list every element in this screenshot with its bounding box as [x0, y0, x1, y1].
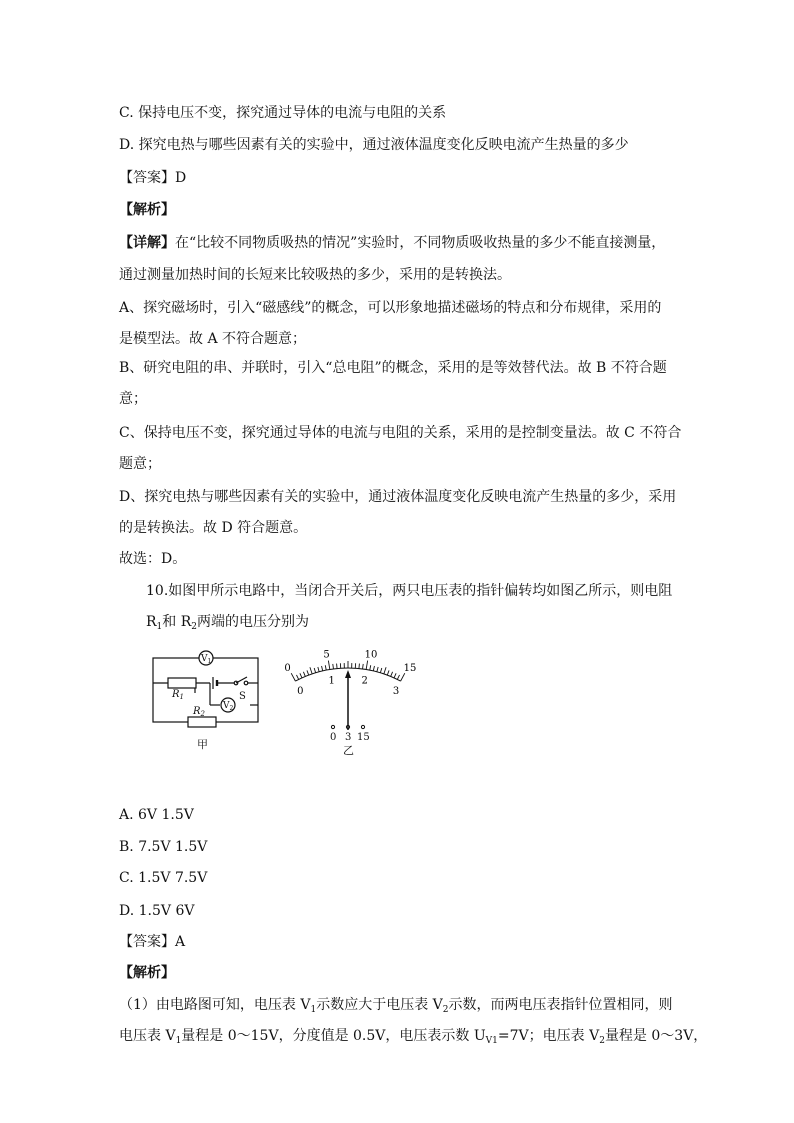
caption-jia: 甲 — [197, 738, 208, 751]
dial-tick — [377, 667, 378, 672]
dial-outer-label: 5 — [323, 650, 330, 661]
dial-outer-label: 15 — [403, 662, 417, 674]
text-line: 题意； — [119, 456, 161, 472]
explanation-line: 电压表 $V_1$量程是 0～15V，分度值是 0.5V，电压表示数 $U_{V1}=7V$；电压表 $V_2$量程是 0～3V， — [119, 1028, 708, 1046]
circuit-diagram — [153, 658, 258, 722]
text-line: 意； — [119, 391, 147, 407]
detail-tag: 【详解】 — [119, 235, 175, 251]
text-line: C、保持电压不变，探究通过导体的电流与电阻的关系，采用的是控制变量法。故 C 不符合 — [119, 425, 682, 441]
dial-tick — [366, 661, 367, 670]
dial-tick — [296, 675, 298, 679]
analysis-label: 【解析】 — [119, 965, 175, 981]
answer-label: 【答案】D — [119, 170, 187, 186]
dial-tick — [318, 667, 319, 672]
detail-text: 在“比较不同物质吸热的情况”实验时，不同物质吸收热量的多少不能直接测量， — [175, 235, 666, 251]
switch-icon — [234, 677, 248, 685]
text-line: D、探究电热与哪些因素有关的实验中，通过液体温度变化反映电流产生热量的多少，采用 — [119, 489, 677, 505]
dial-tick — [384, 667, 386, 674]
resistor-r1-icon — [168, 678, 196, 688]
resistor-r2-icon — [188, 717, 216, 727]
pointer-arrow-icon — [345, 670, 351, 678]
dial-inner-label: 0 — [297, 685, 304, 697]
meter-terminals — [330, 725, 370, 743]
dial-tick — [373, 666, 374, 671]
dial-tick — [391, 672, 393, 677]
dial-tick — [401, 673, 405, 681]
svg-text:R1: $R_1$ — [172, 689, 184, 701]
voltmeter-dial — [284, 650, 416, 697]
text-line — [119, 233, 665, 253]
dial-inner-label: 1 — [328, 675, 335, 687]
text-line: 是模型法。故 A 不符合题意； — [119, 331, 307, 347]
text-line: 故选：D。 — [119, 551, 187, 567]
svg-text:R2: $R_2$ — [193, 706, 205, 718]
dial-tick — [307, 670, 309, 675]
dial-tick — [394, 673, 396, 678]
dial-tick — [387, 670, 389, 675]
svg-text:V2: $V_2$ — [223, 701, 234, 712]
question-10-cont: $R_1$和 $R_2$两端的电压分别为 — [146, 614, 310, 632]
question-figure — [150, 650, 430, 755]
dial-tick — [303, 672, 305, 677]
switch-label: S — [239, 691, 246, 702]
battery-icon — [213, 677, 217, 689]
dial-tick — [300, 673, 302, 678]
option-b: B. 7.5V 1.5V — [119, 839, 208, 855]
option-d: D. 1.5V 6V — [119, 903, 195, 919]
svg-text:V1: $V_1$ — [201, 654, 212, 665]
dial-tick — [370, 665, 371, 670]
dial-inner-label: 3 — [392, 685, 400, 697]
dial-tick — [333, 664, 334, 669]
text-line: 的是转换法。故 D 符合题意。 — [119, 520, 308, 536]
dial-outer-label: 0 — [284, 662, 291, 674]
dial-tick — [380, 668, 381, 673]
option-a: A. 6V 1.5V — [119, 807, 194, 823]
explanation-line: （1）由电路图可知，电压表 $V_1$示数应大于电压表 $V_2$示数，而两电压表指针位置相同，则 — [119, 997, 673, 1015]
caption-yi: 乙 — [343, 744, 354, 755]
text-line: D. 探究电热与哪些因素有关的实验中，通过液体温度变化反映电流产生热量的多少 — [119, 137, 629, 153]
dial-tick — [310, 667, 312, 674]
analysis-label: 【解析】 — [119, 202, 175, 218]
dial-outer-label: 10 — [364, 650, 378, 661]
dial-tick — [291, 673, 295, 681]
dial-tick — [328, 661, 329, 670]
answer-label: 【答案】A — [119, 934, 186, 950]
text-line: B、研究电阻的串、并联时，引入“总电阻”的概念，采用的是等效替代法。故 B 不符合题 — [119, 360, 667, 376]
dial-tick — [397, 675, 399, 679]
terminal-3: 3 — [345, 732, 352, 743]
text-line: 通过测量加热时间的长短来比较吸热的多少，采用的是转换法。 — [119, 267, 511, 283]
dial-tick — [322, 666, 323, 671]
text-line: C. 保持电压不变，探究通过导体的电流与电阻的关系 — [119, 105, 447, 121]
dial-inner-label: 2 — [361, 675, 368, 687]
dial-tick — [363, 664, 364, 669]
option-c: C. 1.5V 7.5V — [119, 870, 208, 886]
terminal-0: 0 — [330, 732, 337, 743]
question-10: 10.如图甲所示电路中，当闭合开关后，两只电压表的指针偏转均如图乙所示，则电阻 — [146, 583, 673, 599]
dial-tick — [314, 668, 315, 673]
text-line: A、探究磁场时，引入“磁感线”的概念，可以形象地描述磁场的特点和分布规律，采用的 — [119, 300, 662, 316]
terminal-15: 15 — [357, 732, 370, 743]
dial-tick — [325, 665, 326, 670]
